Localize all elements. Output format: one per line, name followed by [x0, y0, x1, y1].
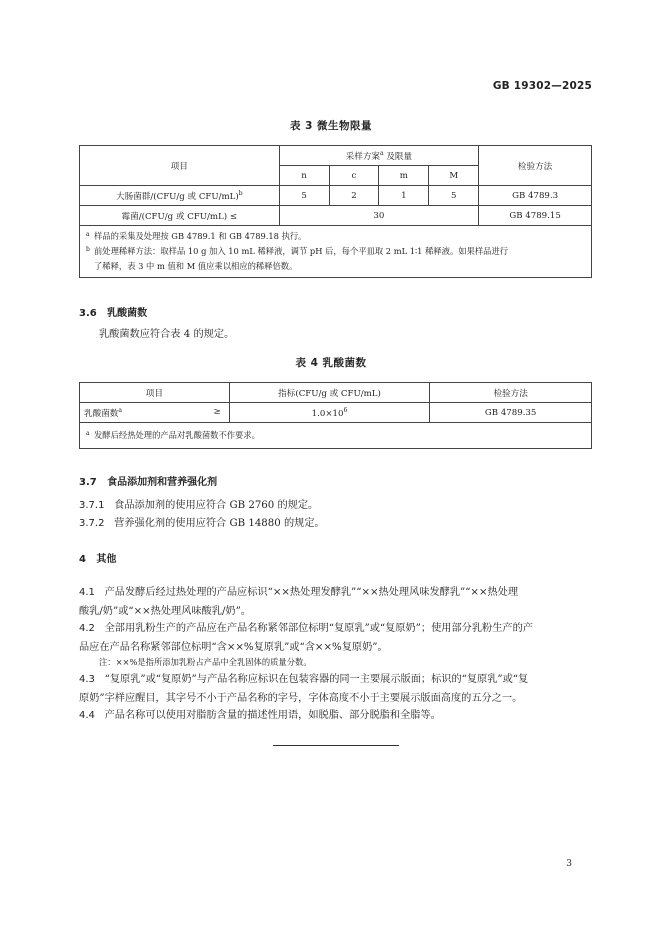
table-3-header-item: 项目: [80, 146, 280, 186]
table-4-row1-item: 乳酸菌数$^a$ ≥: [80, 403, 230, 423]
clause-4-2: 4.2 全部用乳粉生产的产品应在产品名称紧邻部位标明“复原乳”或“复原奶”；使用部分乳粉生产的产 品应在产品名称紧邻部位标明“含××%复原乳”或“含××%复原奶”。: [79, 623, 533, 653]
table-3-row1-c: 2: [329, 186, 379, 206]
table-4-notes: [80, 423, 592, 449]
clause-4-4: 4.4 产品名称可以使用对脂肪含量的描述性用语，如脱脂、部分脱脂和全脂等。: [79, 710, 441, 721]
end-rule: [273, 745, 399, 746]
table-3: [79, 145, 592, 278]
table-4-caption: 表 4 乳酸菌数: [295, 357, 367, 369]
section-4-heading: 4 其他: [79, 554, 117, 565]
table-3-caption: 表 3 微生物限量: [289, 120, 373, 132]
table-3-row1-n: 5: [279, 186, 329, 206]
page-number: 3: [566, 859, 572, 869]
table-4-header-item: 项目: [80, 383, 230, 403]
table-3-header-M: M: [429, 166, 479, 186]
table-3-header-plan: 采样方案$^a$ 及限量: [279, 146, 479, 166]
table-4-row1-value: $1.0\times 10^6$: [229, 403, 430, 423]
clause-4-3: 4.3 “复原乳”或“复原奶”与产品名称应标识在包装容器的同一主要展示版面；标识的“复原乳”或“复 原奶”字样应醒目，其字号不小于产品名称的字号，字体高度不小于主要展示版面高度的五分之一。: [79, 674, 529, 704]
table-4-note-a: a 发酵后经热处理的产品对乳酸菌数不作要求。: [86, 430, 260, 440]
table-4: [79, 382, 592, 449]
section-3-7-heading: 3.7 食品添加剂和营养强化剂: [79, 477, 218, 488]
table-3-row2-item: 霉菌/(CFU/g 或 CFU/mL) ≤: [80, 206, 280, 226]
table-4-header-method: 检验方法: [430, 383, 592, 403]
standard-number: GB 19302—2025: [492, 80, 592, 92]
table-3-notes: [80, 226, 592, 278]
table-3-row1-m: 1: [379, 186, 429, 206]
clause-4-2-note: 注：××%是指所添加乳粉占产品中全乳固体的质量分数。: [99, 657, 312, 667]
table-3-header-n: n: [279, 166, 329, 186]
section-3-6-text: 乳酸菌数应符合表 4 的规定。: [99, 329, 235, 340]
table-3-header-method: 检验方法: [479, 146, 592, 186]
table-3-row2-value: 30: [279, 206, 479, 226]
table-4-header-index: 指标(CFU/g 或 CFU/mL): [229, 383, 430, 403]
section-3-6-heading: 3.6 乳酸菌数: [79, 308, 148, 319]
table-3-row2-method: GB 4789.15: [479, 206, 592, 226]
table-3-row1-method: GB 4789.3: [479, 186, 592, 206]
table-3-header-c: c: [329, 166, 379, 186]
clause-4-1: 4.1 产品发酵后经过热处理的产品应标识“××热处理发酵乳”“××热处理风味发酵乳”“××热处理 酸乳/奶”或“××热处理风味酸乳/奶”。: [79, 587, 519, 617]
table-3-note-b: b 前处理稀释方法：取样品 10 g 加入 10 mL 稀释液，调节 pH 后，每个平皿取 2 mL 1∶1 稀释液。如果样品进行 了稀释，表 3 中 m 值和 M 值应乘以相应的稀释倍数。: [86, 246, 509, 271]
table-3-row1-M: 5: [429, 186, 479, 206]
table-4-row1-method: GB 4789.35: [430, 403, 592, 423]
clause-3-7-2: 3.7.2 营养强化剂的使用应符合 GB 14880 的规定。: [79, 518, 325, 529]
table-3-note-a: a 样品的采集及处理按 GB 4789.1 和 GB 4789.18 执行。: [86, 231, 307, 241]
clause-3-7-1: 3.7.1 食品添加剂的使用应符合 GB 2760 的规定。: [79, 500, 319, 511]
table-3-row1-item: 大肠菌群/(CFU/g 或 CFU/mL)$^b$: [80, 186, 280, 206]
table-3-header-m: m: [379, 166, 429, 186]
